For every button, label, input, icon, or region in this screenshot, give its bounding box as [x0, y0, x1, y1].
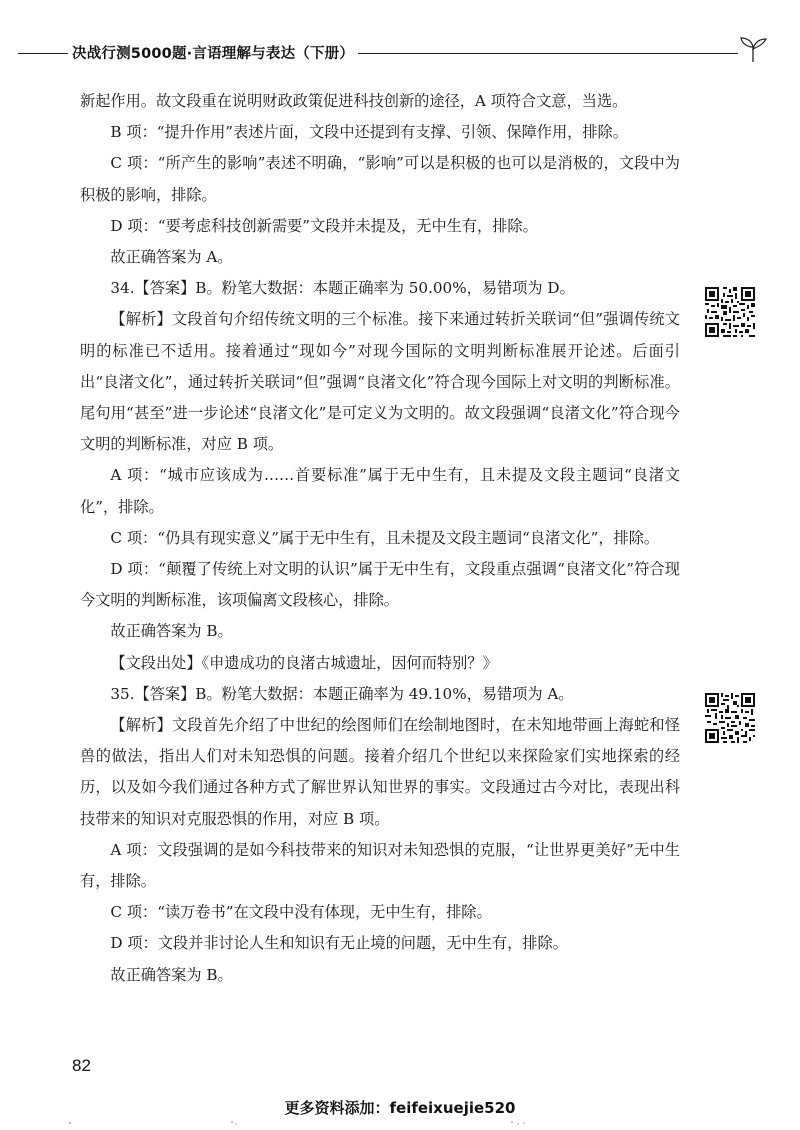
question-35-answer-line: 故正确答案为 B。: [110, 965, 233, 984]
question-34-option-c: C 项：“仍具有现实意义”属于无中生有，且未提及文段主题词“良渚文化”，排除。: [110, 528, 660, 547]
question-35-option-d: D 项：文段并非讨论人生和知识有无止境的问题，无中生有，排除。: [110, 934, 568, 953]
header-rule-right: [358, 53, 738, 54]
question-35-option-a: A 项：文段强调的是如今科技带来的知识对未知恐惧的克服，“让世界更美好”无中生有，排除。: [80, 840, 680, 891]
option-b-note: B 项：“提升作用”表述片面，文段中还提到有支撑、引领、保障作用，排除。: [110, 123, 628, 142]
question-35-option-c: C 项：“读万卷书”在文段中没有体现，无中生有，排除。: [110, 903, 492, 922]
paragraph-continuation: 新起作用。故文段重在说明财政政策促进科技创新的途径，A 项符合文意，当选。: [80, 92, 628, 110]
qr-code-icon: [705, 693, 755, 743]
question-35-answer: 35.【答案】B。粉笔大数据：本题正确率为 49.10%，易错项为 A。: [110, 684, 574, 703]
footer-note: 更多资料添加：feifeixuejie520: [284, 1099, 516, 1117]
question-34-source: 【文段出处】《申遗成功的良渚古城遗址，因何而特别？》: [110, 653, 498, 672]
question-34-answer: 34.【答案】B。粉笔大数据：本题正确率为 50.00%，易错项为 D。: [110, 279, 575, 298]
question-34-option-d: D 项：“颠覆了传统上对文明的认识”属于无中生有，文段重点强调“良渚文化”符合现今文明的判断标准，该项偏离文段核心，排除。: [80, 560, 680, 610]
qr-code-icon: [705, 287, 755, 337]
sprout-icon: [736, 34, 770, 64]
page-number: 82: [72, 1056, 91, 1075]
page-body: [80, 86, 680, 991]
header-title: 决战行测5000题·言语理解与表达（下册）: [72, 46, 355, 62]
question-34-answer-line: 故正确答案为 B。: [110, 622, 233, 641]
question-35-analysis: 【解析】文段首先介绍了中世纪的绘图师们在绘制地图时，在未知地带画上海蛇和怪兽的做法，指出人们对未知恐惧的问题。接着介绍几个世纪以来探险家们实地探索的经历，以及如今我们通过各种方式了解世界认知世界的事实。文段通过古今对比，表现出科技带来的知识对克服恐惧的作用，对应 B 项。: [80, 716, 680, 828]
qr-code-35[interactable]: [705, 693, 755, 743]
option-c-note: C 项：“所产生的影响”表述不明确，“影响”可以是积极的也可以是消极的，文段中为积极的影响，排除。: [80, 154, 680, 204]
header-rule-left: [18, 53, 68, 54]
running-header: [0, 38, 800, 68]
qr-code-34[interactable]: [705, 287, 755, 337]
scan-specks: [0, 1118, 800, 1128]
question-34-analysis: 【解析】文段首句介绍传统文明的三个标准。接下来通过转折关联词“但”强调传统文明的标准已不适用。接着通过“现如今”对现今国际的文明判断标准展开论述。后面引出“良渚文化”，通过转折关联词“但”强调“良渚文化”符合现今国际上对文明的判断标准。尾句用“甚至”进一步论述“良渚文化”是可定义为文明的。故文段强调“良渚文化”符合现今文明的判断标准，对应 B 项。: [80, 310, 680, 454]
option-d-note: D 项：“要考虑科技创新需要”文段并未提及，无中生有，排除。: [110, 216, 538, 235]
answer-line: 故正确答案为 A。: [110, 248, 233, 267]
question-34-option-a: A 项：“城市应该成为……首要标准”属于无中生有，且未提及文段主题词“良渚文化”，排除。: [80, 466, 680, 516]
